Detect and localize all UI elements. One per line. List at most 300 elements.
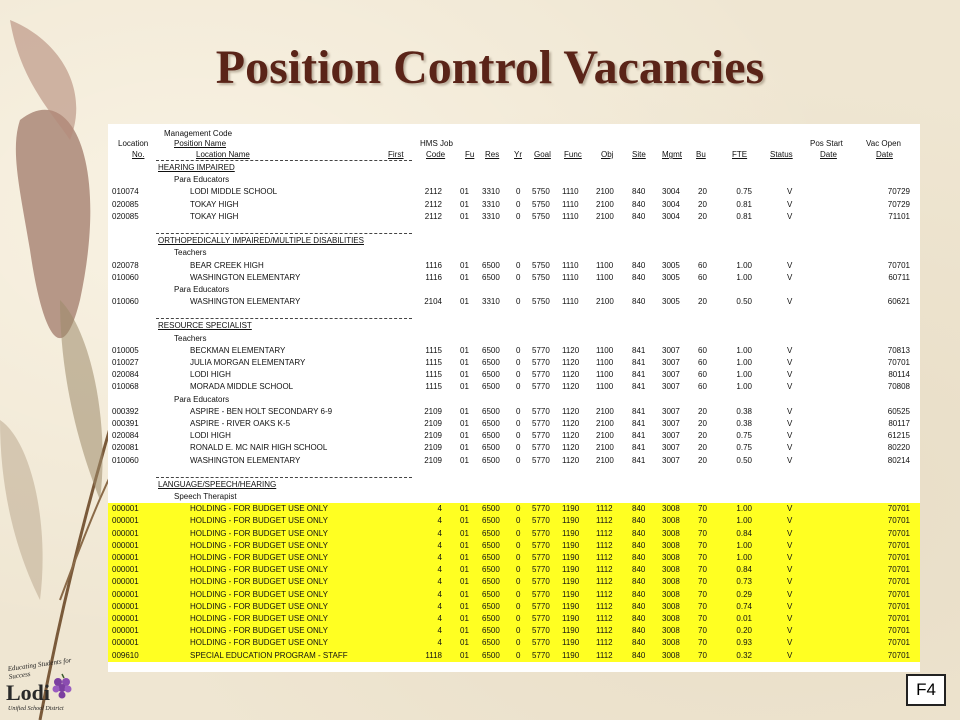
cell-fte: 0.38 <box>736 406 752 416</box>
cell-code: 1115 <box>425 382 442 392</box>
cell-yr: 0 <box>516 260 521 270</box>
cell-name: BECKMAN ELEMENTARY <box>190 345 286 355</box>
cell-bu: 20 <box>698 187 707 197</box>
section-divider <box>156 318 412 319</box>
cell-fte: 1.00 <box>736 358 752 367</box>
cell-loc: 000001 <box>112 601 139 611</box>
cell-goal: 5770 <box>532 650 550 660</box>
cell-res: 3310 <box>482 187 500 197</box>
cell-loc: 000001 <box>112 589 139 599</box>
cell-bu: 70 <box>698 601 707 611</box>
cell-goal: 5770 <box>532 528 550 538</box>
table-row <box>108 455 920 467</box>
cell-func: 1120 <box>562 406 580 416</box>
cell-yr: 0 <box>516 187 521 197</box>
cell-goal: 5770 <box>532 589 550 599</box>
cell-code: 2109 <box>424 455 442 465</box>
cell-res: 6500 <box>482 613 500 623</box>
cell-status: V <box>787 650 793 660</box>
cell-status: V <box>787 431 793 441</box>
cell-loc: 010060 <box>112 272 139 282</box>
cell-fu: 01 <box>460 187 469 197</box>
cell-site: 840 <box>632 601 646 611</box>
cell-obj: 2100 <box>596 418 614 428</box>
cell-status: V <box>787 272 793 282</box>
cell-site: 841 <box>632 443 646 453</box>
cell-yr: 0 <box>516 358 521 367</box>
cell-code: 1116 <box>425 272 442 282</box>
cell-obj: 2100 <box>596 187 614 197</box>
cell-func: 1190 <box>562 553 580 562</box>
cell-goal: 5750 <box>532 187 550 197</box>
cell-obj: 1112 <box>596 601 613 611</box>
logo-subtitle: Unified School District <box>8 706 64 712</box>
cell-fu: 01 <box>460 540 469 550</box>
cell-bu: 70 <box>698 638 707 648</box>
table-row <box>108 637 920 649</box>
group-heading: Teachers <box>174 248 207 258</box>
cell-vac: 70701 <box>887 613 910 623</box>
cell-bu: 20 <box>698 211 707 221</box>
cell-name: LODI HIGH <box>190 431 231 441</box>
cell-goal: 5770 <box>532 626 550 636</box>
cell-fu: 01 <box>460 650 469 660</box>
cell-goal: 5750 <box>532 211 550 221</box>
cell-loc: 000001 <box>112 565 139 575</box>
cell-site: 840 <box>632 272 646 282</box>
cell-name: WASHINGTON ELEMENTARY <box>190 272 301 282</box>
cell-mgmt: 3008 <box>662 553 680 562</box>
cell-status: V <box>787 613 793 623</box>
cell-vac: 60621 <box>887 297 910 307</box>
cell-func: 1190 <box>562 577 580 587</box>
cell-bu: 60 <box>698 382 707 392</box>
cell-code: 2112 <box>424 199 442 209</box>
cell-code: 4 <box>437 565 442 575</box>
cell-mgmt: 3007 <box>662 370 680 380</box>
cell-func: 1190 <box>562 528 580 538</box>
report-rows <box>108 162 920 662</box>
cell-name: HOLDING - FOR BUDGET USE ONLY <box>190 601 328 611</box>
cell-fte: 0.32 <box>736 650 752 660</box>
cell-obj: 1112 <box>596 528 613 538</box>
header-first: First <box>388 150 404 159</box>
cell-yr: 0 <box>516 199 521 209</box>
cell-func: 1110 <box>562 211 579 221</box>
cell-status: V <box>787 528 793 538</box>
cell-func: 1110 <box>562 297 579 307</box>
cell-res: 6500 <box>482 406 500 416</box>
cell-obj: 2100 <box>596 406 614 416</box>
cell-mgmt: 3004 <box>662 211 680 221</box>
cell-func: 1190 <box>562 589 580 599</box>
header-fu: Fu <box>465 150 475 159</box>
cell-mgmt: 3008 <box>662 528 680 538</box>
cell-yr: 0 <box>516 577 521 587</box>
cell-vac: 70701 <box>887 358 910 367</box>
cell-fu: 01 <box>460 382 469 392</box>
cell-res: 6500 <box>482 272 500 282</box>
cell-code: 4 <box>437 516 442 526</box>
cell-fte: 0.20 <box>736 626 752 636</box>
cell-code: 4 <box>437 589 442 599</box>
cell-site: 840 <box>632 297 646 307</box>
cell-fte: 0.29 <box>736 589 752 599</box>
header-fte: FTE <box>732 150 748 159</box>
cell-yr: 0 <box>516 272 521 282</box>
cell-goal: 5770 <box>532 504 550 514</box>
cell-mgmt: 3007 <box>662 418 680 428</box>
cell-yr: 0 <box>516 516 521 526</box>
cell-site: 840 <box>632 199 646 209</box>
table-row <box>108 186 920 198</box>
cell-loc: 010068 <box>112 382 139 392</box>
cell-obj: 1100 <box>596 260 614 270</box>
cell-vac: 80117 <box>888 418 910 428</box>
cell-site: 840 <box>632 516 646 526</box>
cell-vac: 60711 <box>888 272 910 282</box>
cell-bu: 70 <box>698 650 707 660</box>
cell-vac: 70729 <box>887 199 910 209</box>
cell-func: 1120 <box>562 358 580 367</box>
cell-mgmt: 3007 <box>662 358 680 367</box>
cell-goal: 5770 <box>532 540 550 550</box>
cell-fu: 01 <box>460 565 469 575</box>
cell-loc: 020085 <box>112 211 139 221</box>
table-row <box>108 589 920 601</box>
cell-fu: 01 <box>460 211 469 221</box>
table-row <box>108 199 920 211</box>
header-goal: Goal <box>534 150 551 159</box>
cell-name: HOLDING - FOR BUDGET USE ONLY <box>190 589 328 599</box>
cell-loc: 010060 <box>112 297 139 307</box>
cell-loc: 010060 <box>112 455 139 465</box>
cell-mgmt: 3008 <box>662 613 680 623</box>
section-heading: ORTHOPEDICALLY IMPAIRED/MULTIPLE DISABILITIES <box>158 236 364 246</box>
header-location-name: Location Name <box>196 150 250 159</box>
cell-loc: 000001 <box>112 504 139 514</box>
cell-code: 4 <box>437 553 442 562</box>
cell-vac: 70701 <box>887 650 910 660</box>
table-row <box>108 552 920 564</box>
group-heading: Para Educators <box>174 175 230 185</box>
report-header <box>108 124 920 162</box>
cell-name: HOLDING - FOR BUDGET USE ONLY <box>190 577 328 587</box>
cell-mgmt: 3007 <box>662 455 680 465</box>
cell-vac: 70813 <box>887 345 910 355</box>
cell-name: ASPIRE - BEN HOLT SECONDARY 6-9 <box>190 406 333 416</box>
cell-obj: 1112 <box>596 589 613 599</box>
cell-bu: 70 <box>698 613 707 623</box>
cell-res: 3310 <box>482 199 500 209</box>
header-func: Func <box>564 150 582 159</box>
cell-status: V <box>787 418 793 428</box>
cell-code: 2109 <box>424 418 442 428</box>
cell-goal: 5770 <box>532 382 550 392</box>
cell-goal: 5750 <box>532 260 550 270</box>
cell-func: 1190 <box>562 613 580 623</box>
table-row <box>108 613 920 625</box>
cell-status: V <box>787 638 793 648</box>
cell-fte: 1.00 <box>736 382 752 392</box>
cell-fte: 1.00 <box>736 516 752 526</box>
cell-fu: 01 <box>460 589 469 599</box>
header-code: Code <box>426 150 446 159</box>
cell-fu: 01 <box>460 418 469 428</box>
cell-mgmt: 3008 <box>662 638 680 648</box>
cell-fu: 01 <box>460 455 469 465</box>
cell-res: 6500 <box>482 370 500 380</box>
cell-vac: 70701 <box>887 504 910 514</box>
table-row <box>108 625 920 637</box>
cell-mgmt: 3004 <box>662 187 680 197</box>
cell-code: 2112 <box>424 187 442 197</box>
cell-site: 841 <box>632 358 646 367</box>
cell-yr: 0 <box>516 589 521 599</box>
cell-status: V <box>787 406 793 416</box>
cell-bu: 70 <box>698 565 707 575</box>
cell-goal: 5770 <box>532 516 550 526</box>
cell-func: 1120 <box>562 431 580 441</box>
cell-status: V <box>787 211 793 221</box>
cell-bu: 20 <box>698 406 707 416</box>
cell-func: 1190 <box>562 540 580 550</box>
table-row <box>108 503 920 515</box>
table-row <box>108 515 920 527</box>
cell-fte: 0.75 <box>736 443 752 453</box>
cell-goal: 5770 <box>532 406 550 416</box>
cell-mgmt: 3007 <box>662 345 680 355</box>
cell-res: 6500 <box>482 553 500 562</box>
cell-status: V <box>787 370 793 380</box>
cell-res: 6500 <box>482 431 500 441</box>
cell-bu: 20 <box>698 455 707 465</box>
cell-bu: 70 <box>698 516 707 526</box>
cell-mgmt: 3005 <box>662 260 680 270</box>
cell-fu: 01 <box>460 199 469 209</box>
cell-mgmt: 3008 <box>662 577 680 587</box>
cell-site: 840 <box>632 589 646 599</box>
cell-obj: 2100 <box>596 211 614 221</box>
cell-yr: 0 <box>516 406 521 416</box>
table-row <box>108 345 920 357</box>
group-heading: Para Educators <box>174 394 230 404</box>
cell-loc: 000391 <box>112 418 139 428</box>
cell-fte: 0.73 <box>736 577 752 587</box>
cell-yr: 0 <box>516 626 521 636</box>
cell-name: HOLDING - FOR BUDGET USE ONLY <box>190 565 328 575</box>
cell-site: 840 <box>632 528 646 538</box>
cell-name: HOLDING - FOR BUDGET USE ONLY <box>190 638 328 648</box>
cell-func: 1190 <box>562 504 580 514</box>
cell-status: V <box>787 358 793 367</box>
cell-loc: 000001 <box>112 516 139 526</box>
cell-yr: 0 <box>516 211 521 221</box>
cell-fte: 1.00 <box>736 345 752 355</box>
table-row <box>108 357 920 369</box>
section-heading: HEARING IMPAIRED <box>158 163 235 172</box>
cell-code: 2109 <box>424 406 442 416</box>
cell-name: RONALD E. MC NAIR HIGH SCHOOL <box>190 443 328 453</box>
cell-bu: 70 <box>698 504 707 514</box>
cell-obj: 1112 <box>596 565 613 575</box>
cell-loc: 000001 <box>112 540 139 550</box>
cell-yr: 0 <box>516 370 521 380</box>
cell-res: 6500 <box>482 358 500 367</box>
cell-status: V <box>787 297 793 307</box>
cell-yr: 0 <box>516 638 521 648</box>
cell-name: JULIA MORGAN ELEMENTARY <box>190 358 306 367</box>
table-row <box>108 369 920 381</box>
cell-name: WASHINGTON ELEMENTARY <box>190 297 301 307</box>
cell-site: 841 <box>632 431 646 441</box>
cell-site: 840 <box>632 565 646 575</box>
cell-site: 840 <box>632 187 646 197</box>
cell-res: 6500 <box>482 443 500 453</box>
cell-fu: 01 <box>460 601 469 611</box>
group-heading-row <box>108 394 920 406</box>
cell-status: V <box>787 553 793 562</box>
header-management-code: Management Code <box>164 129 233 138</box>
cell-fte: 1.00 <box>736 553 752 562</box>
cell-res: 3310 <box>482 211 500 221</box>
table-row <box>108 406 920 418</box>
header-mgmt: Mgmt <box>662 150 682 159</box>
table-row <box>108 381 920 393</box>
cell-loc: 010005 <box>112 345 139 355</box>
cell-code: 4 <box>437 504 442 514</box>
cell-vac: 80114 <box>888 370 910 380</box>
cell-yr: 0 <box>516 382 521 392</box>
cell-site: 841 <box>632 345 646 355</box>
cell-obj: 1112 <box>596 540 613 550</box>
cell-res: 6500 <box>482 565 500 575</box>
cell-fu: 01 <box>460 431 469 441</box>
cell-mgmt: 3008 <box>662 650 680 660</box>
cell-fu: 01 <box>460 528 469 538</box>
section-heading: LANGUAGE/SPEECH/HEARING <box>158 479 277 489</box>
cell-res: 6500 <box>482 577 500 587</box>
cell-res: 6500 <box>482 455 500 465</box>
group-heading-row <box>108 247 920 259</box>
cell-yr: 0 <box>516 613 521 623</box>
cell-goal: 5770 <box>532 613 550 623</box>
cell-yr: 0 <box>516 553 521 562</box>
table-row <box>108 576 920 588</box>
cell-res: 6500 <box>482 516 500 526</box>
cell-loc: 020085 <box>112 199 139 209</box>
cell-loc: 000001 <box>112 613 139 623</box>
cell-func: 1110 <box>562 199 579 209</box>
cell-mgmt: 3007 <box>662 431 680 441</box>
cell-goal: 5770 <box>532 565 550 575</box>
cell-code: 1115 <box>425 358 442 367</box>
cell-res: 6500 <box>482 601 500 611</box>
cell-loc: 009610 <box>112 650 139 660</box>
cell-obj: 2100 <box>596 199 614 209</box>
cell-bu: 70 <box>698 589 707 599</box>
cell-site: 840 <box>632 211 646 221</box>
group-heading-row <box>108 174 920 186</box>
cell-yr: 0 <box>516 601 521 611</box>
cell-yr: 0 <box>516 540 521 550</box>
cell-bu: 20 <box>698 431 707 441</box>
header-vac-open: Vac Open <box>866 139 901 148</box>
cell-loc: 000001 <box>112 528 139 538</box>
cell-vac: 70701 <box>887 553 910 562</box>
cell-mgmt: 3008 <box>662 565 680 575</box>
cell-loc: 010027 <box>112 358 139 367</box>
cell-site: 840 <box>632 577 646 587</box>
group-heading-row <box>108 491 920 503</box>
cell-res: 6500 <box>482 650 500 660</box>
cell-status: V <box>787 626 793 636</box>
cell-status: V <box>787 577 793 587</box>
section-divider <box>156 477 412 478</box>
cell-status: V <box>787 345 793 355</box>
cell-name: LODI MIDDLE SCHOOL <box>190 187 278 197</box>
cell-fte: 0.81 <box>736 199 752 209</box>
cell-mgmt: 3008 <box>662 626 680 636</box>
cell-goal: 5770 <box>532 345 550 355</box>
cell-site: 841 <box>632 382 646 392</box>
cell-vac: 70729 <box>887 187 910 197</box>
cell-loc: 010074 <box>112 187 139 197</box>
section-heading-row <box>108 162 920 174</box>
cell-func: 1120 <box>562 345 580 355</box>
group-heading-row <box>108 333 920 345</box>
cell-site: 840 <box>632 553 646 562</box>
cell-yr: 0 <box>516 297 521 307</box>
cell-name: WASHINGTON ELEMENTARY <box>190 455 301 465</box>
section-heading-row <box>108 479 920 491</box>
cell-obj: 2100 <box>596 297 614 307</box>
cell-site: 840 <box>632 626 646 636</box>
cell-fu: 01 <box>460 504 469 514</box>
cell-obj: 1112 <box>596 650 613 660</box>
cell-obj: 1112 <box>596 504 613 514</box>
cell-obj: 2100 <box>596 443 614 453</box>
cell-vac: 60525 <box>887 406 910 416</box>
cell-code: 4 <box>437 601 442 611</box>
cell-bu: 20 <box>698 297 707 307</box>
table-row <box>108 442 920 454</box>
cell-func: 1110 <box>562 272 579 282</box>
cell-bu: 60 <box>698 370 707 380</box>
cell-vac: 70701 <box>887 638 910 648</box>
cell-code: 4 <box>437 638 442 648</box>
cell-name: HOLDING - FOR BUDGET USE ONLY <box>190 553 328 562</box>
cell-fte: 0.38 <box>736 418 752 428</box>
cell-goal: 5770 <box>532 370 550 380</box>
cell-obj: 1100 <box>596 358 614 367</box>
cell-bu: 60 <box>698 345 707 355</box>
logo-name: Lodi <box>6 680 51 705</box>
cell-name: LODI HIGH <box>190 370 231 380</box>
cell-mgmt: 3005 <box>662 272 680 282</box>
cell-obj: 1100 <box>596 382 614 392</box>
cell-fu: 01 <box>460 358 469 367</box>
cell-res: 6500 <box>482 418 500 428</box>
cell-res: 6500 <box>482 504 500 514</box>
cell-name: MORADA MIDDLE SCHOOL <box>190 382 294 392</box>
cell-yr: 0 <box>516 528 521 538</box>
cell-obj: 1112 <box>596 613 613 623</box>
section-divider <box>156 160 412 161</box>
cell-goal: 5770 <box>532 418 550 428</box>
cell-fu: 01 <box>460 260 469 270</box>
cell-goal: 5770 <box>532 358 550 367</box>
